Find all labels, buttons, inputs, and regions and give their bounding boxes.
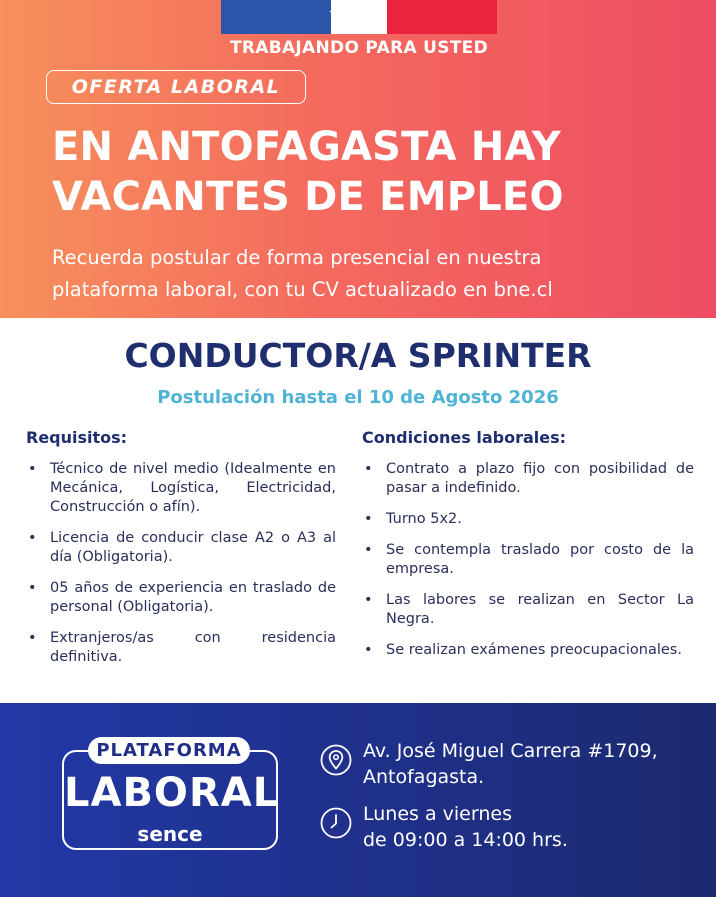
clock-icon [320,807,352,839]
location-pin-icon [320,744,352,776]
hours-line: Lunes a viernes [363,803,512,825]
list-item: • Se contempla traslado por costo de la empresa. [362,541,694,579]
list-item: • 05 años de experiencia en traslado de personal (Obligatoria). [26,579,336,617]
conditions-heading: Condiciones laborales: [362,428,567,447]
headline-line: EN ANTOFAGASTA HAY [52,124,561,170]
job-title: CONDUCTOR/A SPRINTER [124,336,592,375]
list-item: • Las labores se realizan en Sector La Negra. [362,591,694,629]
requirements-list [26,460,336,667]
requirements-heading: Requisitos: [26,428,128,447]
requirements-section [26,428,336,679]
conditions-list [362,460,694,660]
offer-badge: OFERTA LABORAL [46,70,306,104]
logo-top-label: PLATAFORMA [88,737,250,764]
subheadline-line: Recuerda postular de forma presencial en nuestra [52,246,542,269]
subheadline [52,242,692,306]
hours-line: de 09:00 a 14:00 hrs. [363,829,568,851]
chile-flag [221,0,497,34]
list-item: • Extranjeros/as con residencia definitiva. [26,629,336,667]
address-line: Antofagasta. [363,766,485,788]
list-item: • Licencia de conducir clase A2 o A3 al día (Obligatoria). [26,529,336,567]
list-item: • Turno 5x2. [362,510,694,529]
conditions-section [362,428,694,672]
star-icon [325,0,365,34]
plataforma-laboral-logo [62,740,280,850]
application-deadline: Postulación hasta el 10 de Agosto 2026 [157,387,559,408]
logo-main-label: LABORAL [64,770,280,816]
footer-banner [0,703,716,897]
tagline: TRABAJANDO PARA USTED [229,38,489,58]
headline-line: VACANTES DE EMPLEO [52,174,564,220]
subheadline-line: plataforma laboral, con tu CV actualizado en bne.cl [52,278,553,301]
address-line: Av. José Miguel Carrera #1709, [363,740,658,762]
sence-logo: sence [137,822,203,846]
list-item: • Técnico de nivel medio (Idealmente en Mecánica, Logística, Electricidad, Construcción o afín). [26,460,336,517]
list-item: • Contrato a plazo fijo con posibilidad de pasar a indefinido. [362,460,694,498]
header-banner [0,0,716,318]
headline [52,122,692,222]
list-item: • Se realizan exámenes preocupacionales. [362,641,694,660]
